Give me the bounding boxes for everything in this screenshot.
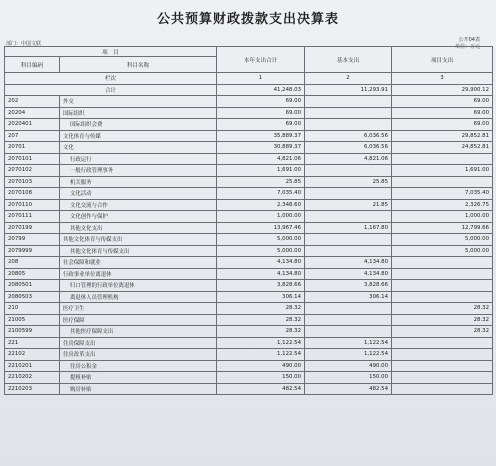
row-name: 文化活动	[60, 188, 217, 200]
row-project: 69.00	[392, 119, 493, 131]
table-row	[5, 349, 493, 361]
row-basic	[305, 107, 392, 119]
row-name: 归口管理的行政单位离退休	[60, 280, 217, 292]
row-project: 29,852.81	[392, 130, 493, 142]
row-total: 482.54	[217, 383, 305, 395]
total-label: 合计	[5, 84, 217, 96]
row-name: 购房补贴	[60, 383, 217, 395]
row-name: 住房公积金	[60, 360, 217, 372]
row-total: 1,691.00	[217, 165, 305, 177]
table-row	[5, 234, 493, 246]
column-order-label: 栏次	[5, 73, 217, 85]
row-project: 69.00	[392, 96, 493, 108]
row-name: 其他文化支出	[60, 222, 217, 234]
expenditure-table	[4, 46, 493, 395]
row-total: 4,134.80	[217, 257, 305, 269]
table-number: 公开04表	[458, 37, 480, 43]
row-project: 28.32	[392, 326, 493, 338]
table-row	[5, 245, 493, 257]
row-basic: 482.54	[305, 383, 392, 395]
row-code: 202	[5, 96, 60, 108]
row-name: 文化创作与保护	[60, 211, 217, 223]
row-code: 2070102	[5, 165, 60, 177]
row-basic: 6,036.56	[305, 142, 392, 154]
row-total: 13,967.46	[217, 222, 305, 234]
row-total: 306.14	[217, 291, 305, 303]
total-basic: 11,293.91	[305, 84, 392, 96]
row-name: 国际组织会费	[60, 119, 217, 131]
row-project	[392, 372, 493, 384]
table-row	[5, 268, 493, 280]
row-code: 20799	[5, 234, 60, 246]
row-total: 28.32	[217, 303, 305, 315]
total-project: 29,900.12	[392, 84, 493, 96]
row-basic	[305, 119, 392, 131]
table-row	[5, 337, 493, 349]
row-code: 20701	[5, 142, 60, 154]
row-code: 208	[5, 257, 60, 269]
row-name: 文化交流与合作	[60, 199, 217, 211]
table-row	[5, 291, 493, 303]
row-name: 住房改革支出	[60, 349, 217, 361]
row-project: 1,691.00	[392, 165, 493, 177]
row-total: 69.00	[217, 119, 305, 131]
row-total: 490.00	[217, 360, 305, 372]
department-label: 部门：中国文联	[6, 41, 42, 47]
row-project: 69.00	[392, 107, 493, 119]
row-project	[392, 383, 493, 395]
header-code: 科目编码	[5, 57, 60, 73]
column-order-2: 2	[305, 73, 392, 85]
table-row	[5, 211, 493, 223]
row-code: 20805	[5, 268, 60, 280]
row-project: 24,852.81	[392, 142, 493, 154]
header-basic: 基本支出	[305, 47, 392, 73]
row-basic	[305, 234, 392, 246]
row-name: 其他文化体育与传媒支出	[60, 234, 217, 246]
row-total: 4,134.80	[217, 268, 305, 280]
row-basic	[305, 165, 392, 177]
row-total: 25.85	[217, 176, 305, 188]
total-all: 41,248.03	[217, 84, 305, 96]
table-row	[5, 360, 493, 372]
row-total: 5,000.00	[217, 245, 305, 257]
header-total: 本年支出合计	[217, 47, 305, 73]
row-code: 2080503	[5, 291, 60, 303]
table-row	[5, 176, 493, 188]
row-code: 2070110	[5, 199, 60, 211]
column-order-1: 1	[217, 73, 305, 85]
row-basic	[305, 303, 392, 315]
header-item: 项 目	[5, 47, 217, 57]
row-project: 2,326.75	[392, 199, 493, 211]
row-project	[392, 176, 493, 188]
row-name: 国际组织	[60, 107, 217, 119]
table-row	[5, 326, 493, 338]
row-basic: 25.85	[305, 176, 392, 188]
row-total: 5,000.00	[217, 234, 305, 246]
row-total: 35,889.37	[217, 130, 305, 142]
table-row	[5, 372, 493, 384]
row-project	[392, 280, 493, 292]
row-code: 2210202	[5, 372, 60, 384]
row-code: 2070108	[5, 188, 60, 200]
row-name: 医疗卫生	[60, 303, 217, 315]
row-total: 69.00	[217, 107, 305, 119]
row-total: 1,122.54	[217, 349, 305, 361]
table-row	[5, 188, 493, 200]
row-basic: 6,036.56	[305, 130, 392, 142]
column-order-3: 3	[392, 73, 493, 85]
table-row	[5, 142, 493, 154]
row-project: 28.32	[392, 303, 493, 315]
row-total: 2,348.60	[217, 199, 305, 211]
unit-label: 单位：万元	[454, 44, 480, 50]
row-code: 2070199	[5, 222, 60, 234]
row-name: 行政事业单位离退休	[60, 268, 217, 280]
row-name: 社会保障和就业	[60, 257, 217, 269]
row-project	[392, 291, 493, 303]
row-name: 一般行政管理事务	[60, 165, 217, 177]
row-total: 7,035.40	[217, 188, 305, 200]
row-basic	[305, 96, 392, 108]
row-basic	[305, 326, 392, 338]
row-basic	[305, 245, 392, 257]
row-project: 7,035.40	[392, 188, 493, 200]
row-code: 2100599	[5, 326, 60, 338]
row-basic: 3,828.66	[305, 280, 392, 292]
header-project: 项目支出	[392, 47, 493, 73]
row-basic	[305, 188, 392, 200]
table-row	[5, 303, 493, 315]
row-project: 12,799.66	[392, 222, 493, 234]
table-row	[5, 153, 493, 165]
table-row	[5, 199, 493, 211]
row-project: 5,000.00	[392, 245, 493, 257]
row-basic: 1,122.54	[305, 349, 392, 361]
row-basic	[305, 211, 392, 223]
row-basic: 4,134.80	[305, 268, 392, 280]
row-basic	[305, 314, 392, 326]
row-project	[392, 360, 493, 372]
row-total: 30,889.37	[217, 142, 305, 154]
row-code: 210	[5, 303, 60, 315]
row-name: 其他文化体育与传媒支出	[60, 245, 217, 257]
table-row	[5, 165, 493, 177]
row-total: 1,122.54	[217, 337, 305, 349]
row-name: 文化	[60, 142, 217, 154]
row-total: 1,000.00	[217, 211, 305, 223]
row-name: 机关服务	[60, 176, 217, 188]
row-basic: 1,122.54	[305, 337, 392, 349]
table-row	[5, 383, 493, 395]
row-project: 5,000.00	[392, 234, 493, 246]
row-total: 3,828.66	[217, 280, 305, 292]
row-project	[392, 257, 493, 269]
row-code: 2079999	[5, 245, 60, 257]
row-total: 28.32	[217, 314, 305, 326]
header-name: 科目名称	[60, 57, 217, 73]
row-code: 221	[5, 337, 60, 349]
row-code: 2070101	[5, 153, 60, 165]
row-code: 2070103	[5, 176, 60, 188]
row-project: 1,000.00	[392, 211, 493, 223]
row-name: 离退休人员管理机构	[60, 291, 217, 303]
row-total: 69.00	[217, 96, 305, 108]
row-name: 医疗保障	[60, 314, 217, 326]
row-basic: 4,821.06	[305, 153, 392, 165]
row-total: 150.00	[217, 372, 305, 384]
table-row	[5, 96, 493, 108]
row-basic: 150.00	[305, 372, 392, 384]
row-code: 2070111	[5, 211, 60, 223]
row-name: 行政运行	[60, 153, 217, 165]
row-name: 文化体育与传媒	[60, 130, 217, 142]
row-total: 4,821.06	[217, 153, 305, 165]
table-row	[5, 257, 493, 269]
row-code: 2210201	[5, 360, 60, 372]
row-name: 外交	[60, 96, 217, 108]
page-title: 公共预算财政拨款支出决算表	[156, 12, 339, 27]
row-name: 其他医疗保障支出	[60, 326, 217, 338]
table-row	[5, 107, 493, 119]
row-project	[392, 153, 493, 165]
row-basic: 1,167.80	[305, 222, 392, 234]
row-code: 2210203	[5, 383, 60, 395]
table-row	[5, 314, 493, 326]
row-basic: 21.85	[305, 199, 392, 211]
row-basic: 306.14	[305, 291, 392, 303]
row-project	[392, 268, 493, 280]
row-code: 2080501	[5, 280, 60, 292]
row-project	[392, 349, 493, 361]
row-code: 21005	[5, 314, 60, 326]
row-project	[392, 337, 493, 349]
row-code: 207	[5, 130, 60, 142]
row-code: 22102	[5, 349, 60, 361]
row-name: 住房保障支出	[60, 337, 217, 349]
table-row	[5, 280, 493, 292]
row-basic: 4,134.80	[305, 257, 392, 269]
row-name: 提租补贴	[60, 372, 217, 384]
row-project: 28.32	[392, 314, 493, 326]
table-row	[5, 130, 493, 142]
row-code: 2020401	[5, 119, 60, 131]
row-total: 28.32	[217, 326, 305, 338]
table-row	[5, 119, 493, 131]
table-row	[5, 222, 493, 234]
row-code: 20204	[5, 107, 60, 119]
row-basic: 490.00	[305, 360, 392, 372]
